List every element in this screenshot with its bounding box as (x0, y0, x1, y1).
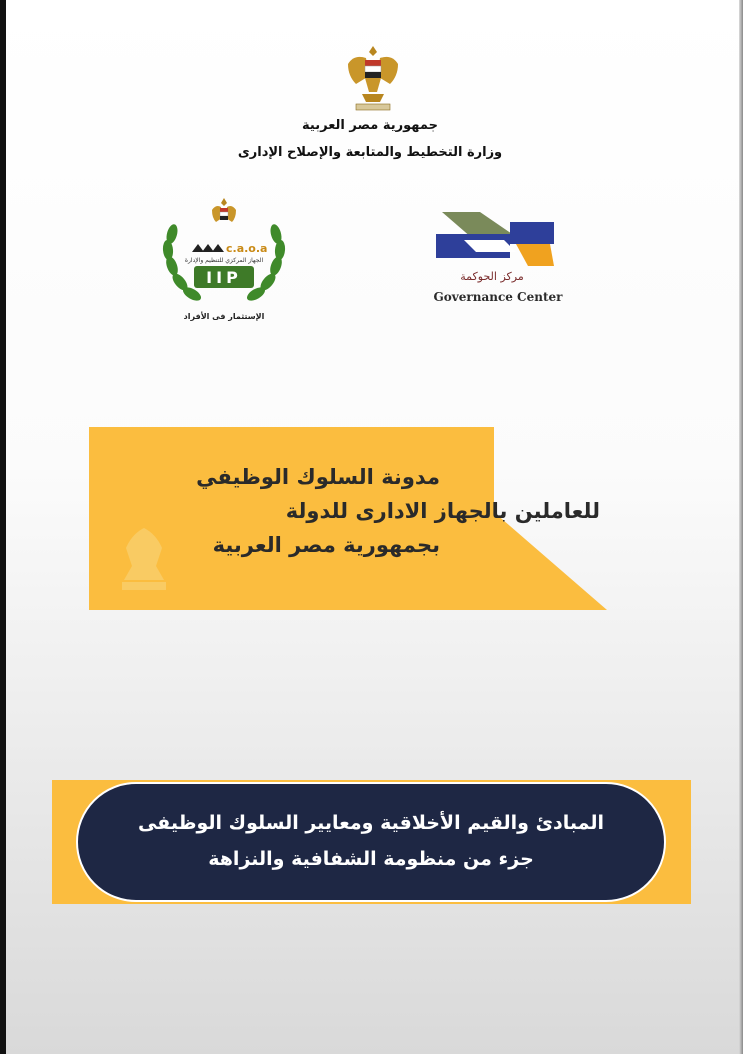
page-edge-right (739, 0, 743, 1054)
title-line-1: مدونة السلوك الوظيفي (196, 465, 440, 489)
governance-english-name: Governance Center (433, 290, 563, 304)
egypt-eagle-emblem (344, 42, 402, 114)
ministry-name: وزارة التخطيط والمتابعة والإصلاح الإدارى (237, 145, 503, 160)
subtitle-line-2: جزء من منظومة الشفافية والنزاهة (208, 848, 534, 870)
subtitle-line-1: المبادئ والقيم الأخلاقية ومعايير السلوك الوظيفى (137, 812, 605, 834)
caoa-label: c.a.o.a (226, 242, 268, 255)
country-name: جمهورية مصر العربية (302, 118, 438, 133)
governance-arabic-name: مركز الحوكمة (460, 270, 524, 283)
caoa-iip-logo (158, 196, 290, 324)
title-line-3: بجمهورية مصر العربية (212, 533, 440, 557)
iip-label: IIP (206, 268, 242, 287)
title-line-2: للعاملين بالجهاز الادارى للدولة (285, 499, 600, 523)
page-edge-left (0, 0, 6, 1054)
small-eagle-icon (212, 198, 236, 222)
pyramids-icon (192, 244, 224, 252)
caoa-slogan: الإستثمار فى الأفراد (183, 312, 265, 321)
document-title (100, 460, 600, 562)
agency-name: الجهاز المركزي للتنظيم والإدارة (184, 257, 264, 264)
subtitle-pill (76, 782, 666, 902)
